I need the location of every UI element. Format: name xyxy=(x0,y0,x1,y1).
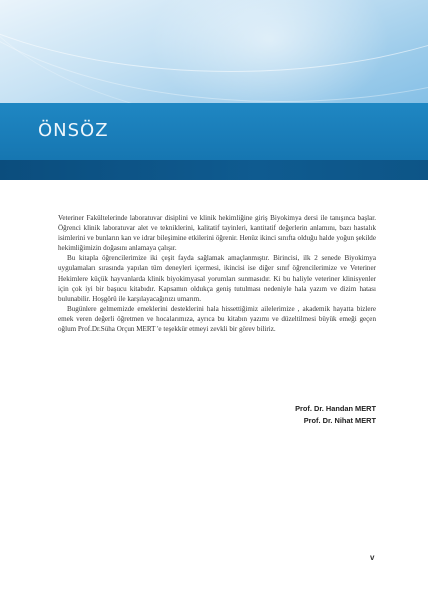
decorative-sheen xyxy=(150,0,390,103)
signature-block xyxy=(295,403,376,427)
paragraph-2: Bu kitapla öğrencilerimize iki çeşit fayda sağlamak amaçlanmıştır. Birincisi, ilk 2 senede Biyokimya uygulamaları sırasında yapılan tüm deneyleri içermesi, ikincisi ise diğer sınıf öğrencilerimize ve Veteriner Hekimlere küçük hayvanlarda klinik biyokimyasal yorumları sunmasıdır. Ki bu haliyle veteriner klinisyenler için çok iyi bir başucu kitabıdır. Kapsamın oldukça geniş tutulması nedeniyle hala yazım ve dizim hatası bulunabilir. Hoşgörü ile karşılayacağınızı umarım. xyxy=(58,254,376,303)
author-2-name: Prof. Dr. Nihat MERT xyxy=(303,416,376,425)
preface-text xyxy=(58,213,376,334)
paragraph-1: Veteriner Fakültelerinde laboratuvar disiplini ve klinik hekimliğine giriş Biyokimya dersi ile tanışınca başlar. Öğrenci klinik laboratuvar alet ve tekniklerini, kalitatif tayinleri, kantitatif değerlerin anlamını, bazı hastalık isimlerini ve bunların kan ve idrar bileşimine etkilerini öğrenir. Henüz ikinci sınıfta olduğu halde yoğun şekilde hekimliğimizin doğasını anlamaya çalışır. xyxy=(58,214,376,253)
title-band xyxy=(0,103,428,160)
header-banner xyxy=(0,0,428,103)
author-1-name: Prof. Dr. Handan MERT xyxy=(295,404,376,413)
accent-bar xyxy=(0,160,428,180)
paragraph-3: Bugünlere gelmemizde emeklerini desteklerini hala hissettiğimiz ailelerimize , akademik hayatta bizlere emek veren değerli öğretmen ve hocalarımıza, ayrıca bu kitabın yazımı ve düzeltilmesi büyük emeği geçen oğlum Prof.Dr.Süha Orçun MERT 'e teşekkür etmeyi zevkli bir görev biliriz. xyxy=(58,304,376,334)
page-number: v xyxy=(370,553,375,562)
page-title: ÖNSÖZ xyxy=(38,120,109,141)
